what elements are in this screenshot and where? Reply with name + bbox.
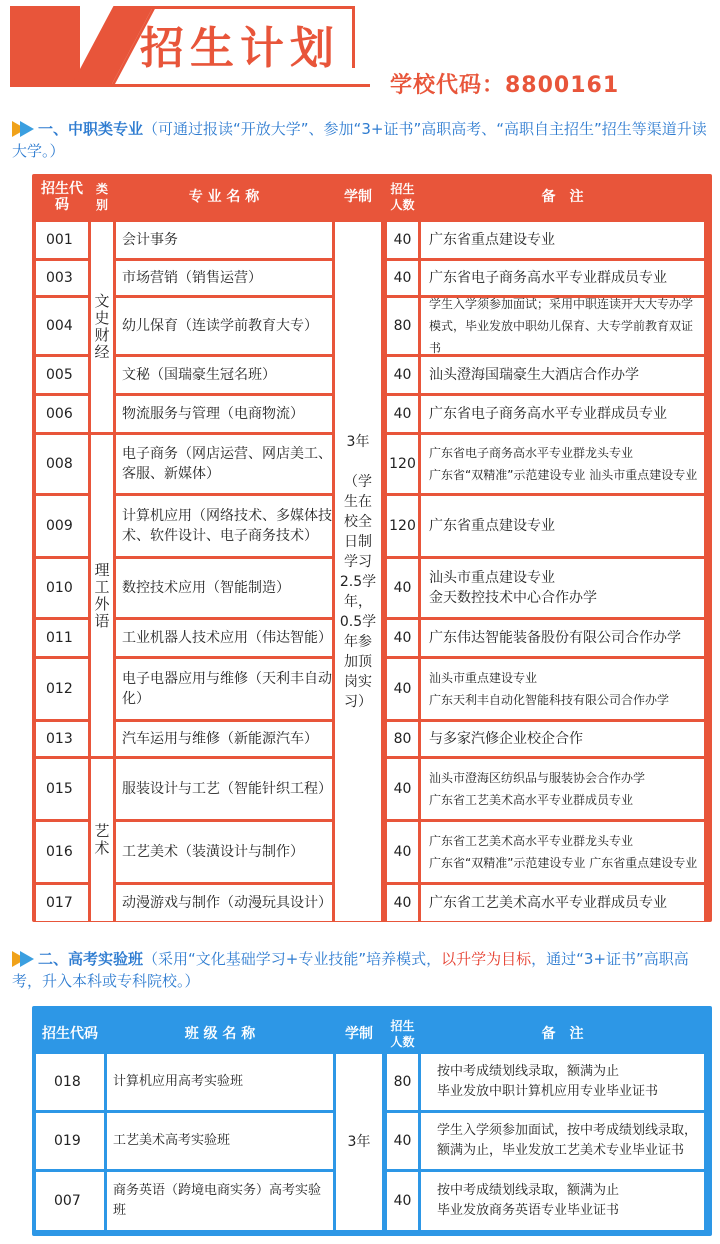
row-count: 40 [387, 659, 418, 719]
row-name: 计算机应用（网络技术、多媒体技术、软件设计、电子商务技术） [116, 496, 332, 556]
row-notes: 按中考成绩划线录取，额满为止 毕业发放中职计算机应用专业毕业证书 [421, 1054, 704, 1110]
row-count: 40 [387, 261, 418, 295]
row-code: 018 [36, 1054, 104, 1110]
column-header-code: 招生代码 [41, 181, 83, 213]
row-count: 40 [387, 822, 418, 882]
school-code: 学校代码：8800161 [390, 73, 620, 98]
section2-desc-b: ，通过“3+证书”高职高考，升入本科或专科院校。） [12, 950, 689, 990]
row-notes: 汕头市澄海区纺织品与服装协会合作办学 广东省工艺美术高水平专业群成员专业 [421, 759, 704, 819]
row-name: 电子商务（网店运营、网店美工、客服、新媒体） [116, 435, 332, 493]
row-code: 017 [36, 885, 88, 921]
row-name: 会计事务 [116, 222, 332, 258]
column-header-name: 专 业 名 称 [188, 189, 260, 205]
row-name: 物流服务与管理（电商物流） [116, 396, 332, 432]
duration-cell: 3年 （学生在校全日制学习2.5学年，0.5学年参加顶岗实习） [335, 222, 381, 921]
row-code: 004 [36, 298, 88, 354]
section1-title: 一、中职类专业 [38, 120, 144, 138]
row-code: 003 [36, 261, 88, 295]
column-header-notes: 备 注 [541, 189, 584, 205]
column-header-count: 招生人数 [390, 182, 415, 212]
page-title: 招生计划 [140, 23, 340, 74]
row-count: 40 [387, 222, 418, 258]
row-code: 019 [36, 1113, 104, 1169]
row-code: 001 [36, 222, 88, 258]
row-name: 市场营销（销售运营） [116, 261, 332, 295]
section2-title: 二、高考实验班 [38, 950, 144, 968]
row-notes: 广东省电子商务高水平专业群龙头专业 广东省“双精准”示范建设专业 汕头市重点建设专业 [421, 435, 704, 493]
row-count: 40 [387, 620, 418, 656]
row-code: 006 [36, 396, 88, 432]
column-header-duration: 学制 [344, 189, 372, 205]
row-code: 009 [36, 496, 88, 556]
row-notes: 广东省工艺美术高水平专业群龙头专业 广东省“双精准”示范建设专业 广东省重点建设专业 [421, 822, 704, 882]
row-notes: 广东省电子商务高水平专业群成员专业 [421, 261, 704, 295]
row-count: 40 [387, 357, 418, 393]
row-notes: 广东省电子商务高水平专业群成员专业 [421, 396, 704, 432]
row-notes: 学生入学须参加面试，按中考成绩划线录取，额满为止，毕业发放工艺美术专业毕业证书 [421, 1113, 704, 1169]
row-count: 40 [387, 1113, 418, 1169]
row-name: 工业机器人技术应用（伟达智能） [116, 620, 332, 656]
row-name: 服装设计与工艺（智能针织工程） [116, 759, 332, 819]
title-frame-right [352, 6, 355, 68]
row-count: 80 [387, 1054, 418, 1110]
row-count: 40 [387, 396, 418, 432]
row-count: 80 [387, 298, 418, 354]
row-name: 动漫游戏与制作（动漫玩具设计） [116, 885, 332, 921]
row-code: 016 [36, 822, 88, 882]
row-notes: 汕头市重点建设专业 金天数控技术中心合作办学 [421, 559, 704, 617]
row-name: 电子电器应用与维修（天利丰自动化） [116, 659, 332, 719]
row-name: 汽车运用与维修（新能源汽车） [116, 722, 332, 756]
row-name: 数控技术应用（智能制造） [116, 559, 332, 617]
row-name: 幼儿保育（连读学前教育大专） [116, 298, 332, 354]
row-count: 80 [387, 722, 418, 756]
section-arrow-icon [20, 951, 34, 967]
row-code: 007 [36, 1172, 104, 1230]
row-name: 计算机应用高考实验班 [107, 1054, 333, 1110]
row-count: 120 [387, 435, 418, 493]
column-header-code: 招生代码 [42, 1026, 98, 1042]
row-count: 40 [387, 559, 418, 617]
column-header-name: 班 级 名 称 [184, 1026, 256, 1042]
row-notes: 广东省重点建设专业 [421, 222, 704, 258]
section2-desc-highlight: 以升学为目标 [441, 950, 532, 968]
column-header-category: 类别 [95, 182, 108, 212]
title-decoration [10, 6, 80, 84]
column-header-duration: 学制 [345, 1026, 373, 1042]
column-header-notes: 备 注 [541, 1026, 584, 1042]
row-notes: 汕头市重点建设专业 广东天利丰自动化智能科技有限公司合作办学 [421, 659, 704, 719]
row-notes: 按中考成绩划线录取，额满为止 毕业发放商务英语专业毕业证书 [421, 1172, 704, 1230]
duration-cell: 3年 [336, 1054, 382, 1230]
row-name: 文秘（国瑞豪生冠名班） [116, 357, 332, 393]
category-cell: 理工外语 [91, 435, 113, 756]
row-code: 008 [36, 435, 88, 493]
section-arrow-icon [20, 121, 34, 137]
section1-heading [12, 118, 712, 162]
title-underline [10, 84, 370, 87]
category-cell: 文史财经 [91, 222, 113, 432]
section2-desc-a: （采用“文化基础学习+专业技能”培养模式， [143, 950, 442, 968]
row-count: 40 [387, 1172, 418, 1230]
column-header-count: 招生人数 [390, 1019, 415, 1049]
row-name: 工艺美术高考实验班 [107, 1113, 333, 1169]
row-notes: 广东伟达智能装备股份有限公司合作办学 [421, 620, 704, 656]
section1-desc: （可通过报读“开放大学”、参加“3+证书”高职高考、“高职自主招生”招生等渠道升读大学。） [12, 120, 707, 160]
row-notes: 学生入学须参加面试；采用中职连读开大大专办学模式，毕业发放中职幼儿保育、大专学前教育双证书 [421, 298, 704, 354]
row-code: 005 [36, 357, 88, 393]
row-count: 40 [387, 885, 418, 921]
category-cell: 艺术 [91, 759, 113, 921]
row-code: 013 [36, 722, 88, 756]
row-notes: 广东省重点建设专业 [421, 496, 704, 556]
row-notes: 与多家汽修企业校企合作 [421, 722, 704, 756]
page-header [0, 0, 720, 110]
section2-heading [12, 948, 712, 992]
row-name: 商务英语（跨境电商实务）高考实验班 [107, 1172, 333, 1230]
row-notes: 广东省工艺美术高水平专业群成员专业 [421, 885, 704, 921]
row-code: 012 [36, 659, 88, 719]
row-name: 工艺美术（装潢设计与制作） [116, 822, 332, 882]
row-count: 40 [387, 759, 418, 819]
row-count: 120 [387, 496, 418, 556]
row-code: 015 [36, 759, 88, 819]
row-notes: 汕头澄海国瑞豪生大酒店合作办学 [421, 357, 704, 393]
row-code: 011 [36, 620, 88, 656]
row-code: 010 [36, 559, 88, 617]
